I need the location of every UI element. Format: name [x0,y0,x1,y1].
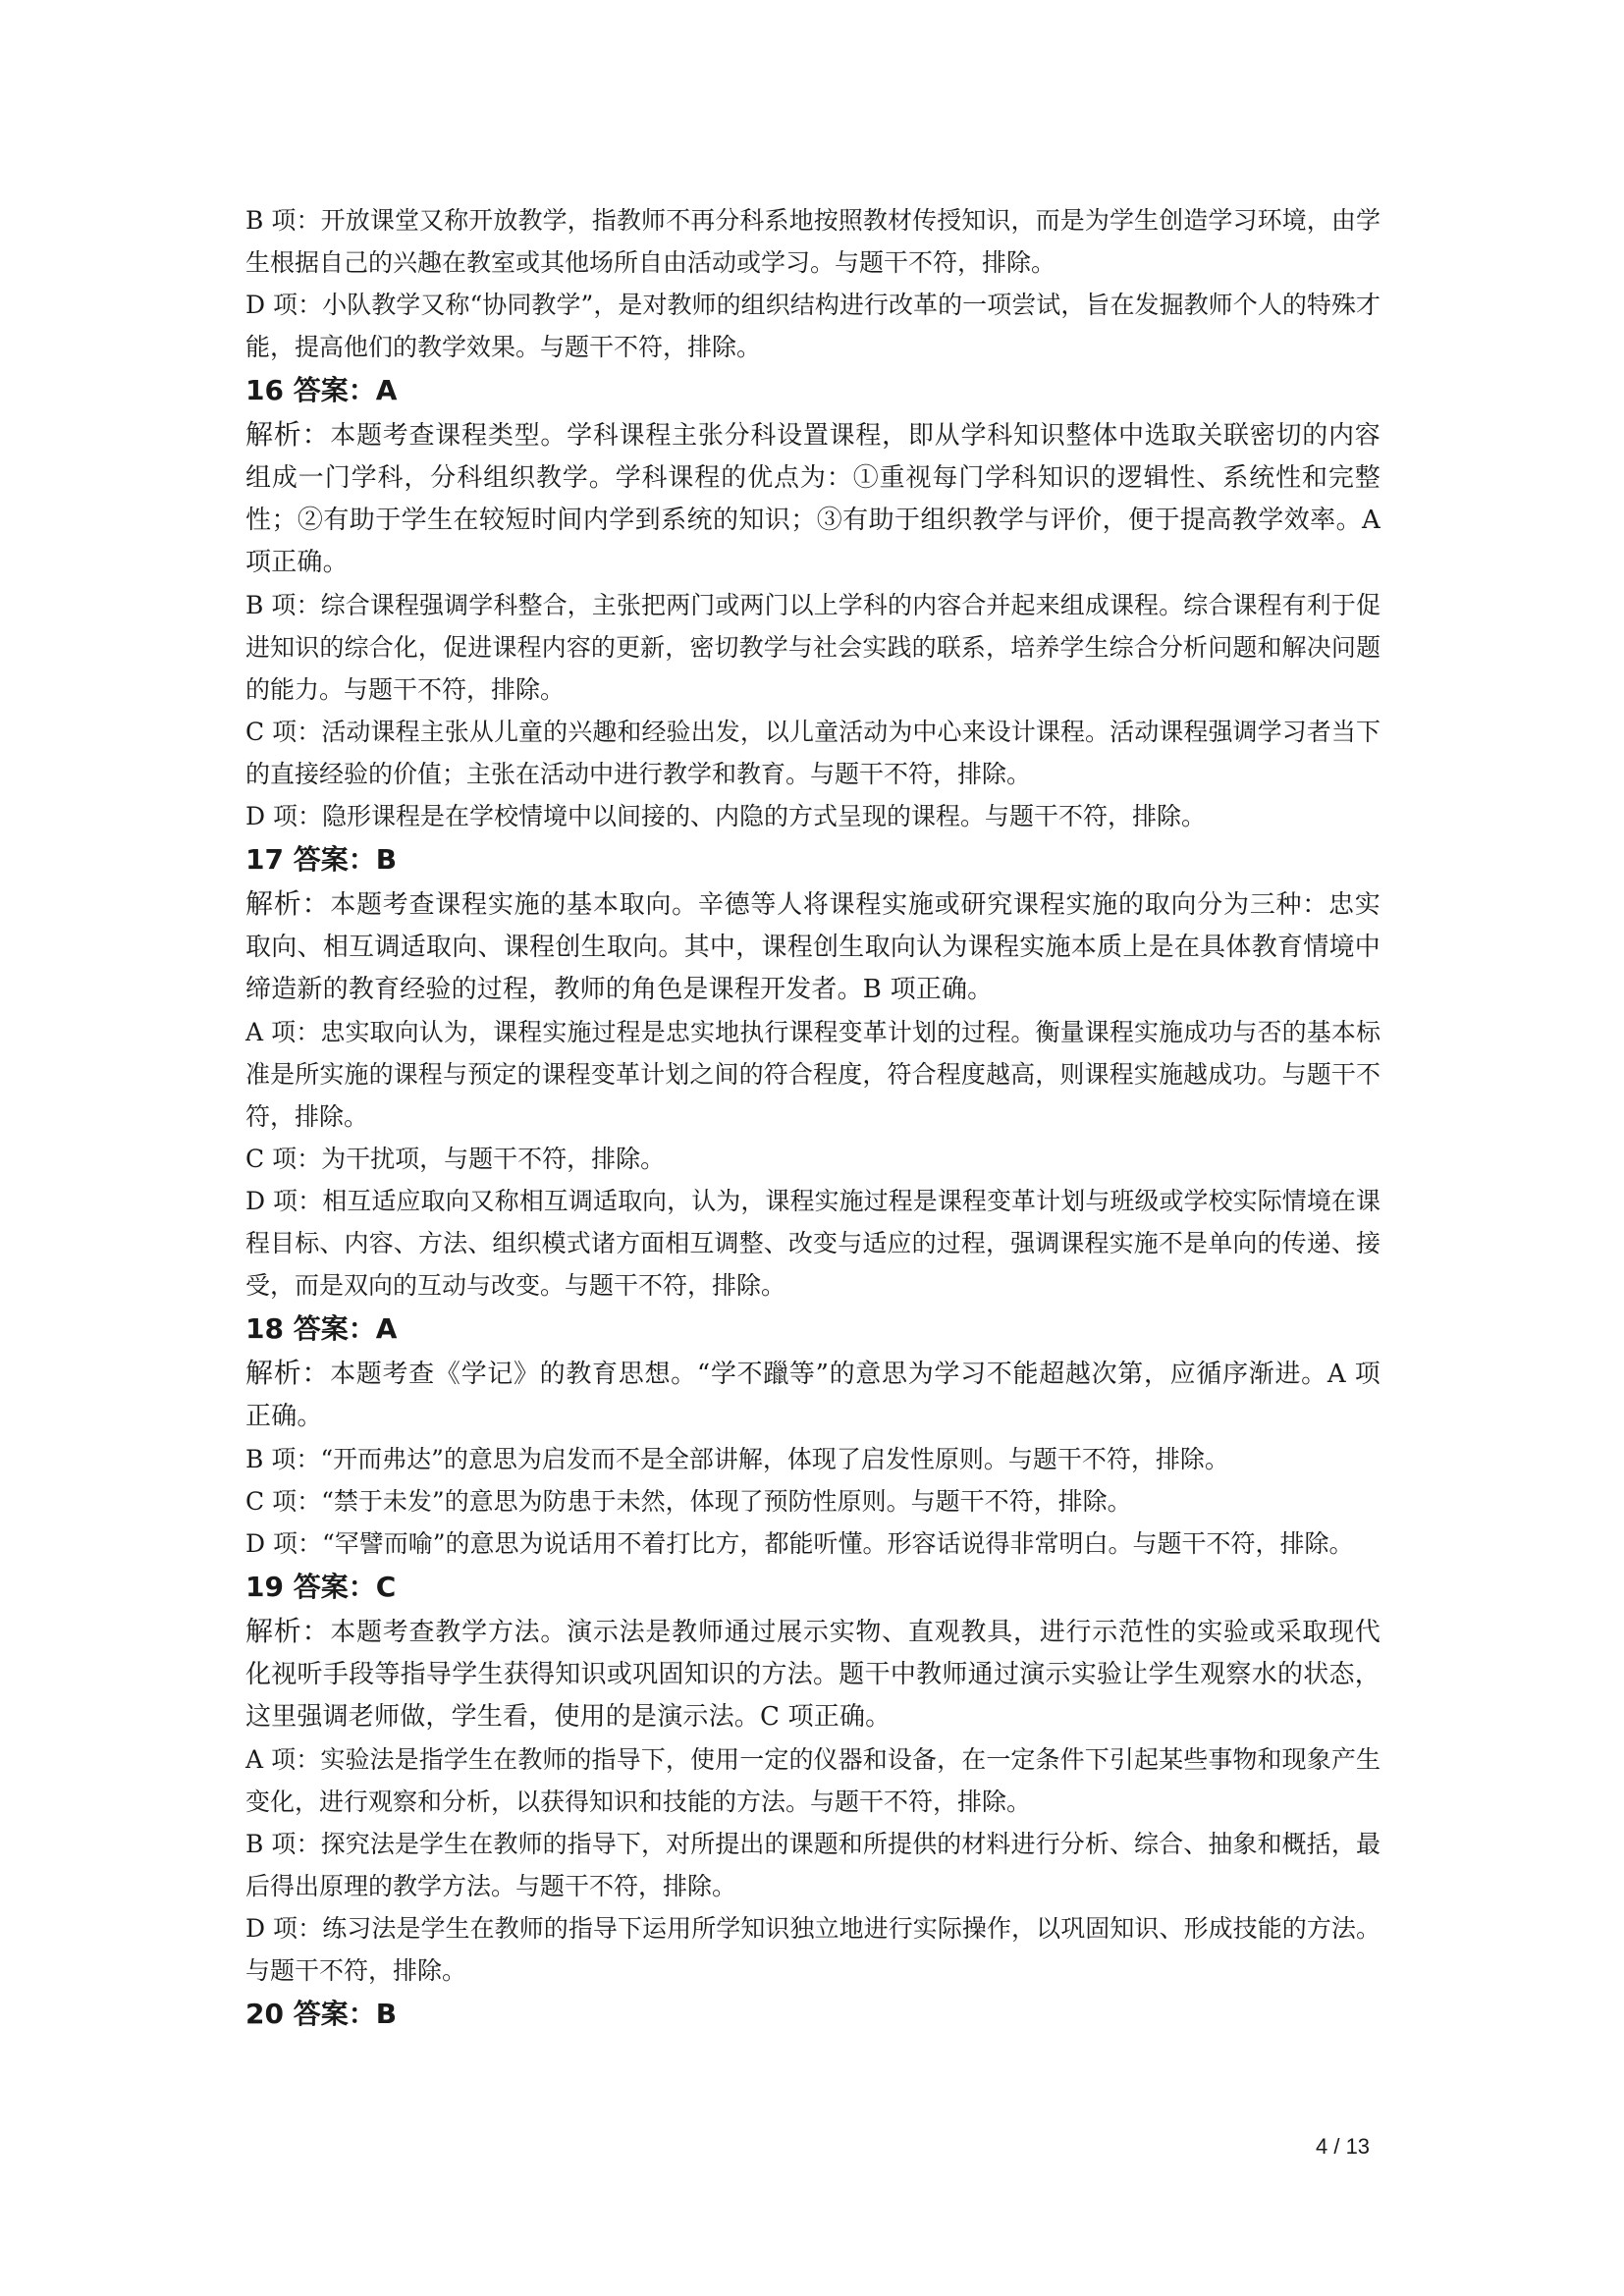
analysis-text: 本题考查课程实施的基本取向。辛德等人将课程实施或研究课程实施的取向分为三种：忠实取向、相互调适取向、课程创生取向。其中，课程创生取向认为课程实施本质上是在具体教育情境中缔造新的教育经验的过程，教师的角色是课程开发者。B 项正确。 [245,890,1380,1004]
page-number: 4 / 13 [1316,2134,1371,2159]
analysis-text: 本题考查教学方法。演示法是教师通过展示实物、直观教具，进行示范性的实验或采取现代化视听手段等指导学生获得知识或巩固知识的方法。题干中教师通过演示实验让学生观察水的状态，这里强调老师做，学生看，使用的是演示法。C 项正确。 [245,1618,1380,1732]
option-explanation: C 项：“禁于未发”的意思为防患于未然，体现了预防性原则。与题干不符，排除。 [245,1487,1132,1516]
option-explanation: D 项：相互适应取向又称相互调适取向，认为，课程实施过程是课程变革计划与班级或学校实际情境在课程目标、内容、方法、组织模式诸方面相互调整、改变与适应的过程，强调课程实施不是单向的传递、接受，而是双向的互动与改变。与题干不符，排除。 [245,1187,1380,1300]
document-body [245,199,1380,2037]
analysis-paragraph [245,1352,1380,1438]
analysis-paragraph [245,882,1380,1011]
analysis-text: 本题考查课程类型。学科课程主张分科设置课程，即从学科知识整体中选取关联密切的内容组成一门学科，分科组织教学。学科课程的优点为：①重视每门学科知识的逻辑性、系统性和完整性；②有助于学生在较短时间内学到系统的知识；③有助于组织教学与评价，便于提高教学效率。A 项正确。 [245,421,1380,577]
answer-heading: 16 答案：A [245,374,398,406]
analysis-label: 解析： [245,418,331,451]
analysis-paragraph [245,1610,1380,1738]
option-explanation: D 项：练习法是学生在教师的指导下运用所学知识独立地进行实际操作，以巩固知识、形成技能的方法。与题干不符，排除。 [245,1914,1380,1985]
answer-heading: 18 答案：A [245,1312,398,1345]
option-explanation: B 项：探究法是学生在教师的指导下，对所提出的课题和所提供的材料进行分析、综合、抽象和概括，最后得出原理的教学方法。与题干不符，排除。 [245,1830,1380,1900]
option-explanation: C 项：活动课程主张从儿童的兴趣和经验出发，以儿童活动为中心来设计课程。活动课程强调学习者当下的直接经验的价值；主张在活动中进行教学和教育。与题干不符，排除。 [245,718,1380,788]
option-explanation: C 项：为干扰项，与题干不符，排除。 [245,1145,666,1173]
option-explanation: A 项：忠实取向认为，课程实施过程是忠实地执行课程变革计划的过程。衡量课程实施成功与否的基本标准是所实施的课程与预定的课程变革计划之间的符合程度，符合程度越高，则课程实施越成功。与题干不符，排除。 [245,1018,1380,1131]
answer-heading: 19 答案：C [245,1571,397,1603]
option-explanation: B 项：开放课堂又称开放教学，指教师不再分科系地按照教材传授知识，而是为学生创造学习环境，由学生根据自己的兴趣在教室或其他场所自由活动或学习。与题干不符，排除。 [245,206,1380,277]
analysis-label: 解析： [245,1615,331,1647]
analysis-label: 解析： [245,1357,331,1389]
analysis-text: 本题考查《学记》的教育思想。“学不躐等”的意思为学习不能超越次第，应循序渐进。A 项正确。 [245,1360,1380,1431]
analysis-label: 解析： [245,887,331,920]
option-explanation: D 项：隐形课程是在学校情境中以间接的、内隐的方式呈现的课程。与题干不符，排除。 [245,802,1206,830]
option-explanation: B 项：综合课程强调学科整合，主张把两门或两门以上学科的内容合并起来组成课程。综合课程有利于促进知识的综合化，促进课程内容的更新，密切教学与社会实践的联系，培养学生综合分析问题和解决问题的能力。与题干不符，排除。 [245,591,1380,704]
answer-heading: 20 答案：B [245,1998,398,2030]
option-explanation: B 项：“开而弗达”的意思为启发而不是全部讲解，体现了启发性原则。与题干不符，排除。 [245,1445,1229,1473]
option-explanation: D 项：小队教学又称“协同教学”，是对教师的组织结构进行改革的一项尝试，旨在发掘教师个人的特殊才能，提高他们的教学效果。与题干不符，排除。 [245,291,1380,361]
analysis-paragraph [245,413,1380,584]
option-explanation: A 项：实验法是指学生在教师的指导下，使用一定的仪器和设备，在一定条件下引起某些事物和现象产生变化，进行观察和分析，以获得知识和技能的方法。与题干不符，排除。 [245,1745,1380,1816]
answer-heading: 17 答案：B [245,843,398,876]
option-explanation: D 项：“罕譬而喻”的意思为说话用不着打比方，都能听懂。形容话说得非常明白。与题干不符，排除。 [245,1529,1354,1558]
